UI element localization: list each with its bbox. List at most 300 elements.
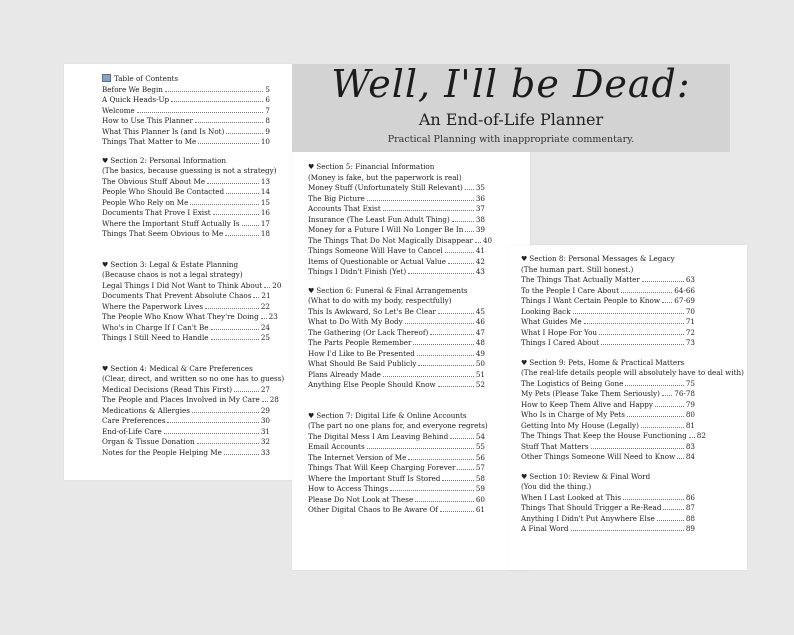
toc-entry bbox=[102, 85, 270, 96]
toc-column-right bbox=[521, 254, 744, 535]
entry-label: Plans Already Made bbox=[308, 369, 381, 379]
toc-entry bbox=[308, 370, 485, 381]
heart-icon: ♥ bbox=[308, 286, 315, 295]
entry-label: How I'd Like to Be Presented bbox=[308, 348, 415, 358]
dot-leader bbox=[662, 395, 672, 396]
entry-label: Things I Cared About bbox=[521, 338, 600, 347]
entry-page-number: 52 bbox=[475, 380, 485, 389]
entry-page-number: 13 bbox=[260, 176, 270, 186]
heart-icon: ♥ bbox=[308, 163, 315, 171]
toc-entry bbox=[102, 116, 270, 127]
dot-leader bbox=[657, 520, 684, 521]
toc-entry bbox=[308, 194, 485, 205]
dot-leader bbox=[383, 210, 474, 211]
toc-entry bbox=[308, 505, 485, 516]
section-note: (The real-life details people will absolutely have to deal with) bbox=[521, 368, 744, 377]
entry-label: Please Do Not Look at These bbox=[308, 494, 414, 504]
dot-leader bbox=[677, 458, 684, 459]
entry-label: Items of Questionable or Actual Value bbox=[308, 256, 447, 266]
entry-label: The Things That Do Not Magically Disappear bbox=[308, 235, 473, 245]
entry-label: The Gathering (Or Lack Thereof) bbox=[308, 327, 429, 337]
section-heading: ♥ Section 2: Personal Information bbox=[102, 155, 227, 165]
heart-icon: ♥ bbox=[102, 364, 109, 373]
entry-label: What to Do With My Body bbox=[308, 317, 403, 326]
section-heading: ♥ Section 3: Legal & Estate Planning bbox=[102, 259, 239, 269]
dot-leader bbox=[413, 344, 473, 345]
section-heading: ♥ Section 10: Review & Final Word bbox=[521, 471, 651, 481]
entry-page-number: 80 bbox=[685, 410, 695, 419]
toc-entry bbox=[308, 453, 485, 464]
entry-label: Stuff That Matters bbox=[521, 441, 589, 451]
toc-entry bbox=[102, 427, 270, 438]
entry-label: The People Who Know What They're Doing bbox=[102, 312, 259, 321]
entry-label: How to Use This Planner bbox=[102, 116, 193, 125]
entry-page-number: 40 bbox=[482, 235, 493, 245]
entry-page-number: 81 bbox=[685, 420, 695, 430]
toc-entry bbox=[308, 225, 485, 236]
entry-page-number: 33 bbox=[260, 447, 270, 457]
heart-icon: ♥ bbox=[308, 411, 315, 420]
toc-entry bbox=[102, 95, 270, 106]
entry-label: Other Things Someone Will Need to Know bbox=[521, 452, 676, 461]
toc-column-middle bbox=[308, 162, 493, 516]
entry-label: Things Someone Will Have to Cancel bbox=[308, 246, 443, 255]
planner-title: Well, I'll be Dead: bbox=[331, 62, 691, 106]
toc-entry bbox=[308, 307, 485, 318]
dot-leader bbox=[625, 385, 683, 386]
entry-label: Who Is in Charge of My Pets bbox=[521, 410, 625, 419]
dot-leader bbox=[599, 334, 684, 335]
entry-label: Accounts That Exist bbox=[308, 204, 381, 213]
entry-page-number: 36 bbox=[475, 193, 485, 203]
entry-page-number: 16 bbox=[260, 208, 270, 217]
dot-leader bbox=[438, 313, 474, 314]
entry-label: What Guides Me bbox=[521, 317, 582, 326]
toc-entry bbox=[521, 514, 695, 525]
entry-page-number: 43 bbox=[475, 267, 485, 276]
entry-page-number: 67-69 bbox=[674, 296, 695, 305]
dot-leader bbox=[164, 433, 259, 434]
toc-entry bbox=[102, 395, 279, 406]
toc-entry bbox=[308, 267, 485, 278]
entry-page-number: 17 bbox=[260, 218, 270, 228]
dot-leader bbox=[211, 339, 259, 340]
toc-entry bbox=[521, 275, 695, 286]
section-block bbox=[521, 357, 744, 463]
dot-leader bbox=[442, 480, 473, 481]
dot-leader bbox=[415, 501, 474, 502]
dot-leader bbox=[623, 499, 684, 500]
entry-page-number: 72 bbox=[685, 327, 695, 337]
toc-heading: Table of Contents bbox=[102, 74, 270, 85]
toc-entry bbox=[521, 431, 706, 442]
entry-label: People Who Should Be Contacted bbox=[102, 187, 225, 196]
entry-label: The Internet Version of Me bbox=[308, 452, 407, 462]
toc-entry bbox=[102, 291, 270, 302]
dot-leader bbox=[234, 391, 259, 392]
dot-leader bbox=[591, 448, 684, 449]
dot-leader bbox=[438, 386, 474, 387]
section-heading: ♥ Section 7: Digital Life & Online Accounts bbox=[308, 410, 467, 420]
entry-page-number: 5 bbox=[265, 84, 270, 94]
dot-leader bbox=[192, 412, 259, 413]
toc-entry bbox=[308, 183, 485, 194]
entry-label: Things That Seem Obvious to Me bbox=[102, 229, 224, 238]
toc-entry bbox=[102, 127, 270, 138]
section-heading: ♥ Section 6: Funeral & Final Arrangements bbox=[308, 285, 468, 295]
toc-entry bbox=[521, 338, 695, 349]
entry-page-number: 24 bbox=[260, 322, 270, 332]
toc-entry bbox=[308, 338, 485, 349]
entry-page-number: 37 bbox=[475, 204, 485, 213]
toc-entry bbox=[521, 296, 695, 307]
entry-page-number: 51 bbox=[475, 369, 485, 379]
section-note: (The basics, because guessing is not a strategy) bbox=[102, 166, 277, 175]
toc-entry bbox=[521, 317, 695, 328]
entry-label: Anything I Didn't Put Anywhere Else bbox=[521, 513, 655, 523]
entry-label: Money Stuff (Unfortunately Still Relevant) bbox=[308, 183, 463, 192]
entry-page-number: 9 bbox=[265, 126, 270, 136]
toc-entry bbox=[308, 235, 493, 247]
section-block bbox=[102, 363, 285, 459]
entry-page-number: 59 bbox=[475, 484, 485, 493]
entry-label: Where the Important Stuff Actually Is bbox=[102, 218, 240, 228]
dot-leader bbox=[367, 448, 474, 449]
toc-entry bbox=[102, 208, 270, 219]
dot-leader bbox=[417, 355, 474, 356]
dot-leader bbox=[390, 490, 474, 491]
entry-label: Notes for the People Helping Me bbox=[102, 447, 222, 457]
entry-label: The Obvious Stuff About Me bbox=[102, 176, 206, 186]
dot-leader bbox=[642, 281, 684, 282]
toc-entry bbox=[102, 448, 270, 459]
dot-leader bbox=[418, 365, 473, 366]
toc-entry bbox=[102, 187, 270, 198]
toc-entry bbox=[521, 524, 695, 535]
dot-leader bbox=[261, 318, 267, 319]
toc-entry bbox=[308, 474, 485, 485]
toc-entry bbox=[308, 317, 485, 328]
dot-leader bbox=[408, 273, 474, 274]
entry-page-number: 89 bbox=[685, 524, 695, 533]
entry-label: Where the Paperwork Lives bbox=[102, 301, 204, 311]
entry-label: Documents That Prevent Absolute Chaos bbox=[102, 291, 252, 300]
dot-leader bbox=[264, 287, 270, 288]
dot-leader bbox=[211, 329, 259, 330]
heart-icon: ♥ bbox=[102, 156, 109, 165]
section-note: (You did the thing.) bbox=[521, 482, 592, 491]
toc-entry bbox=[102, 302, 270, 313]
entry-label: This Is Awkward, So Let's Be Clear bbox=[308, 306, 436, 316]
dot-leader bbox=[167, 422, 258, 423]
entry-page-number: 87 bbox=[685, 503, 695, 512]
entry-label: Email Accounts bbox=[308, 442, 365, 451]
dot-leader bbox=[601, 344, 684, 345]
entry-page-number: 86 bbox=[685, 492, 695, 502]
entry-page-number: 58 bbox=[475, 473, 485, 483]
entry-page-number: 63 bbox=[685, 275, 695, 284]
toc-entry bbox=[308, 328, 485, 339]
section-note: (What to do with my body, respectfully) bbox=[308, 296, 452, 305]
section-block bbox=[308, 410, 488, 516]
entry-label: Things I Didn't Finish (Yet) bbox=[308, 267, 407, 276]
entry-label: How to Keep Them Alive and Happy bbox=[521, 399, 653, 409]
section-block bbox=[102, 155, 277, 240]
toc-entry bbox=[102, 106, 270, 117]
toc-entry bbox=[102, 312, 278, 323]
section-note: (Money is fake, but the paperwork is real) bbox=[308, 172, 462, 182]
entry-page-number: 6 bbox=[265, 95, 270, 104]
dot-leader bbox=[475, 242, 481, 243]
toc-column-left bbox=[102, 74, 285, 458]
entry-page-number: 82 bbox=[696, 431, 706, 440]
toc-entry bbox=[308, 257, 485, 268]
entry-page-number: 38 bbox=[475, 214, 485, 224]
entry-page-number: 41 bbox=[475, 246, 485, 255]
entry-label: The People and Places Involved in My Care bbox=[102, 395, 260, 404]
entry-page-number: 23 bbox=[268, 312, 278, 321]
dot-leader bbox=[655, 406, 684, 407]
entry-page-number: 39 bbox=[475, 225, 485, 234]
entry-label: What I Hope For You bbox=[521, 327, 598, 337]
entry-page-number: 84 bbox=[685, 452, 695, 461]
toc-entry bbox=[521, 410, 695, 421]
dot-leader bbox=[195, 122, 264, 123]
entry-label: Money for a Future I Will No Longer Be In bbox=[308, 225, 464, 234]
dot-leader bbox=[621, 292, 672, 293]
dot-leader bbox=[457, 469, 473, 470]
entry-page-number: 32 bbox=[260, 437, 270, 446]
entry-label: The Digital Mess I Am Leaving Behind bbox=[308, 431, 449, 441]
entry-page-number: 28 bbox=[269, 395, 279, 404]
toc-entry bbox=[102, 437, 270, 448]
entry-page-number: 21 bbox=[261, 291, 271, 300]
entry-page-number: 20 bbox=[272, 280, 282, 290]
entry-page-number: 55 bbox=[475, 442, 485, 451]
entry-label: The Parts People Remember bbox=[308, 338, 412, 347]
entry-label: The Logistics of Being Gone bbox=[521, 378, 624, 388]
dot-leader bbox=[242, 225, 259, 226]
toc-entry bbox=[308, 463, 485, 474]
toc-entry bbox=[308, 432, 485, 443]
entry-label: When I Last Looked at This bbox=[521, 492, 622, 502]
section-note: (The part no one plans for, and everyone regrets) bbox=[308, 421, 488, 430]
entry-page-number: 57 bbox=[475, 463, 485, 472]
heart-icon: ♥ bbox=[521, 472, 528, 481]
entry-label: Things I Still Need to Handle bbox=[102, 333, 209, 342]
dot-leader bbox=[213, 214, 259, 215]
dot-leader bbox=[226, 193, 259, 194]
toc-entry bbox=[102, 229, 270, 240]
section-block bbox=[308, 286, 485, 391]
entry-page-number: 83 bbox=[685, 441, 695, 451]
dot-leader bbox=[197, 443, 259, 444]
entry-label: A Quick Heads-Up bbox=[102, 95, 170, 104]
dot-leader bbox=[573, 313, 684, 314]
section-block bbox=[521, 254, 695, 349]
dot-leader bbox=[225, 235, 259, 236]
entry-page-number: 64-66 bbox=[674, 285, 695, 295]
toc-entry bbox=[308, 495, 485, 506]
entry-label: Insurance (The Least Fun Adult Thing) bbox=[308, 214, 450, 224]
dot-leader bbox=[367, 200, 474, 201]
entry-page-number: 25 bbox=[260, 333, 270, 342]
entry-label: My Pets (Please Take Them Seriously) bbox=[521, 389, 660, 398]
toc-entry bbox=[102, 198, 270, 209]
entry-page-number: 8 bbox=[265, 116, 270, 125]
dot-leader bbox=[584, 323, 684, 324]
dot-leader bbox=[465, 231, 473, 232]
dot-leader bbox=[383, 376, 474, 377]
toc-entry bbox=[521, 400, 695, 411]
entry-label: Before We Begin bbox=[102, 84, 163, 94]
entry-label: The Things That Keep the House Functioning bbox=[521, 431, 687, 440]
dot-leader bbox=[224, 454, 259, 455]
dot-leader bbox=[465, 189, 474, 190]
entry-label: Things That Will Keep Charging Forever bbox=[308, 463, 456, 472]
entry-page-number: 79 bbox=[685, 399, 695, 409]
entry-label: Who's in Charge If I Can't Be bbox=[102, 322, 209, 332]
toc-entry bbox=[102, 385, 270, 396]
toc-entry bbox=[521, 452, 695, 463]
entry-page-number: 76-78 bbox=[674, 389, 695, 398]
dot-leader bbox=[662, 302, 672, 303]
entry-page-number: 54 bbox=[475, 431, 485, 441]
dot-leader bbox=[262, 401, 268, 402]
section-block bbox=[102, 259, 282, 344]
entry-page-number: 27 bbox=[260, 384, 270, 394]
entry-page-number: 48 bbox=[475, 338, 485, 347]
entry-page-number: 71 bbox=[685, 317, 695, 326]
entry-page-number: 45 bbox=[475, 306, 485, 316]
toc-block bbox=[102, 74, 270, 148]
entry-label: What Should Be Said Publicly bbox=[308, 359, 417, 368]
toc-entry bbox=[521, 307, 695, 318]
toc-entry bbox=[308, 380, 485, 391]
toc-entry bbox=[308, 359, 485, 370]
dot-leader bbox=[448, 263, 474, 264]
entry-label: Looking Back bbox=[521, 306, 571, 316]
section-block bbox=[521, 472, 695, 535]
toc-entry bbox=[102, 137, 270, 148]
entry-label: Organ & Tissue Donation bbox=[102, 437, 195, 446]
dot-leader bbox=[663, 509, 683, 510]
entry-page-number: 30 bbox=[260, 416, 270, 425]
entry-label: End-of-Life Care bbox=[102, 426, 162, 436]
entry-label: The Big Picture bbox=[308, 193, 365, 203]
planner-tagline: Practical Planning with inappropriate commentary. bbox=[387, 134, 635, 145]
entry-label: Medications & Allergies bbox=[102, 405, 190, 415]
toc-entry bbox=[102, 416, 270, 427]
toc-entry bbox=[102, 333, 270, 344]
toc-entry bbox=[308, 215, 485, 226]
toc-entry bbox=[521, 503, 695, 514]
dot-leader bbox=[171, 101, 263, 102]
toc-entry bbox=[102, 219, 270, 230]
dot-leader bbox=[165, 91, 264, 92]
dot-leader bbox=[430, 334, 474, 335]
dot-leader bbox=[641, 427, 684, 428]
toc-entry bbox=[521, 286, 695, 297]
entry-page-number: 10 bbox=[260, 137, 270, 146]
entry-page-number: 47 bbox=[475, 327, 485, 337]
dot-leader bbox=[571, 530, 684, 531]
entry-label: The Things That Actually Matter bbox=[521, 275, 640, 284]
section-block bbox=[308, 162, 493, 278]
entry-label: Things I Want Certain People to Know bbox=[521, 296, 660, 305]
section-heading: ♥ Section 4: Medical & Care Preferences bbox=[102, 363, 253, 373]
entry-page-number: 46 bbox=[475, 317, 485, 326]
entry-label: Where the Important Stuff Is Stored bbox=[308, 473, 441, 483]
entry-label: Things That Matter to Me bbox=[102, 137, 197, 146]
entry-page-number: 75 bbox=[685, 378, 695, 388]
entry-label: Getting Into My House (Legally) bbox=[521, 420, 639, 430]
section-note: (The human part. Still honest.) bbox=[521, 264, 634, 274]
toc-entry bbox=[521, 493, 695, 504]
toc-entry bbox=[308, 349, 485, 360]
entry-page-number: 73 bbox=[685, 338, 695, 347]
toc-entry bbox=[308, 442, 485, 453]
dot-leader bbox=[689, 437, 695, 438]
toc-entry bbox=[308, 246, 485, 257]
toc-entry bbox=[102, 406, 270, 417]
entry-page-number: 14 bbox=[260, 187, 270, 196]
heart-icon: ♥ bbox=[521, 255, 528, 263]
entry-label: Legal Things I Did Not Want to Think About bbox=[102, 280, 263, 290]
dot-leader bbox=[627, 416, 684, 417]
entry-page-number: 31 bbox=[260, 426, 270, 436]
entry-label: A Final Word bbox=[521, 524, 569, 533]
toc-entry bbox=[102, 177, 270, 188]
heart-icon: ♥ bbox=[521, 358, 528, 367]
entry-page-number: 61 bbox=[475, 505, 485, 514]
dot-leader bbox=[408, 459, 473, 460]
toc-entry bbox=[308, 204, 485, 215]
section-heading: ♥ Section 9: Pets, Home & Practical Matters bbox=[521, 357, 685, 367]
heart-icon: ♥ bbox=[102, 260, 109, 269]
toc-items bbox=[102, 85, 270, 148]
entry-page-number: 7 bbox=[265, 105, 270, 115]
toc-entry bbox=[102, 323, 270, 334]
dot-leader bbox=[253, 297, 259, 298]
entry-label: What This Planner Is (and Is Not) bbox=[102, 126, 225, 136]
dot-leader bbox=[452, 221, 474, 222]
dot-leader bbox=[440, 511, 474, 512]
section-heading: ♥ Section 5: Financial Information bbox=[308, 162, 435, 171]
book-icon bbox=[102, 74, 111, 82]
entry-page-number: 50 bbox=[475, 359, 485, 368]
dot-leader bbox=[445, 252, 474, 253]
entry-page-number: 35 bbox=[475, 183, 485, 192]
entry-page-number: 18 bbox=[260, 229, 270, 238]
planner-subtitle: An End-of-Life Planner bbox=[418, 110, 604, 129]
entry-page-number: 15 bbox=[260, 197, 270, 207]
toc-entry bbox=[521, 389, 695, 400]
entry-page-number: 60 bbox=[475, 494, 485, 504]
dot-leader bbox=[207, 183, 259, 184]
toc-entry bbox=[521, 379, 695, 390]
dot-leader bbox=[205, 308, 259, 309]
entry-label: Other Digital Chaos to Be Aware Of bbox=[308, 505, 438, 514]
entry-label: Care Preferences bbox=[102, 416, 166, 425]
section-note: (Clear, direct, and written so no one has to guess) bbox=[102, 374, 285, 383]
entry-page-number: 49 bbox=[475, 348, 485, 358]
dot-leader bbox=[450, 438, 474, 439]
dot-leader bbox=[198, 143, 259, 144]
entry-label: To the People I Care About bbox=[521, 285, 619, 295]
entry-label: Anything Else People Should Know bbox=[308, 380, 436, 389]
entry-page-number: 88 bbox=[685, 513, 695, 523]
